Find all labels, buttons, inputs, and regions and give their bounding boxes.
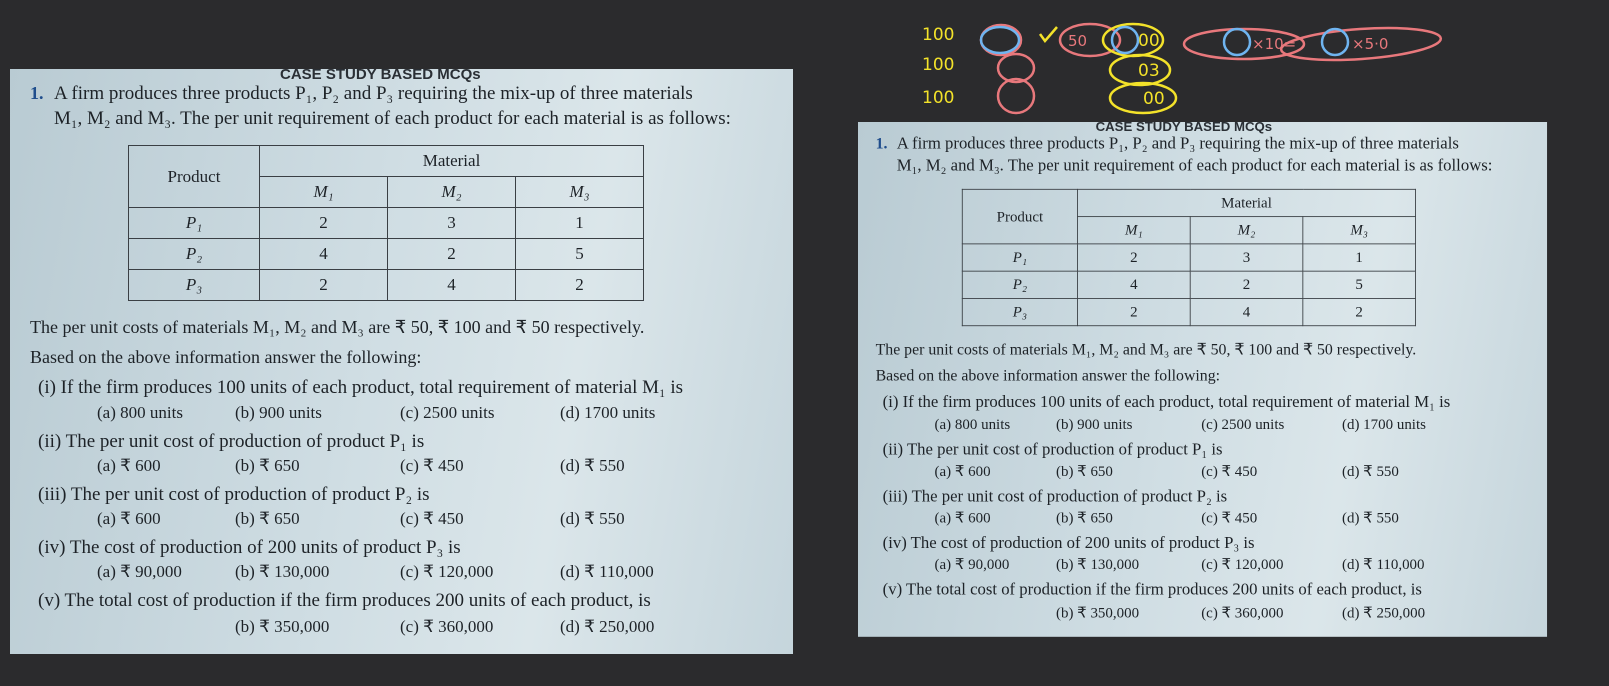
textbook-photo-left xyxy=(10,69,793,654)
question-text: (i) If the firm produces 100 units of each product, total requirement of material M₁ is xyxy=(882,393,1451,412)
value-cell: 2 xyxy=(516,270,644,301)
table-header-row xyxy=(962,189,1415,216)
answer-option: (b) ₹ 130,000 xyxy=(1056,555,1140,573)
value-cell: 4 xyxy=(388,270,516,301)
question-text: (ii) The per unit cost of production of product P₁ is xyxy=(882,440,1223,460)
answer-option: (c) 2500 units xyxy=(400,403,495,422)
answer-option: (a) ₹ 600 xyxy=(934,509,991,526)
value-cell: 2 xyxy=(1190,271,1303,298)
product-header: Product xyxy=(962,189,1077,244)
value-cell: 1 xyxy=(1303,244,1416,271)
answer-option: (b) 900 units xyxy=(235,403,322,422)
intro-line-1: A firm produces three products P₁, P₂ and P₃ requiring the mix-up of three materials xyxy=(54,83,693,104)
question-text: (v) The total cost of production if the firm produces 200 units of each product, is xyxy=(882,580,1422,599)
answer-option: (d) ₹ 550 xyxy=(560,509,625,528)
table-row xyxy=(129,208,644,239)
question-number: 1. xyxy=(30,83,44,103)
annotation-03: 03 xyxy=(1138,61,1160,81)
table-row xyxy=(962,271,1415,298)
product-header: Product xyxy=(129,146,260,208)
value-cell: 2 xyxy=(1078,298,1191,325)
value-cell: 1 xyxy=(516,208,644,239)
annotation-100-1: 100 xyxy=(922,25,955,45)
answer-option: (b) ₹ 650 xyxy=(1056,462,1113,480)
answer-option: (c) ₹ 450 xyxy=(400,509,464,528)
question-text: (iii) The per unit cost of production of product P₂ is xyxy=(38,484,430,505)
product-cell: P₃ xyxy=(962,298,1077,325)
value-cell: 5 xyxy=(1303,271,1416,298)
annotation-expr1: ×10= xyxy=(1252,35,1297,53)
material-col-header: M₂ xyxy=(1190,217,1303,244)
costs-text: The per unit costs of materials M₁, M₂ and M₃ are ₹ 50, ₹ 100 and ₹ 50 respectively. xyxy=(875,340,1417,358)
answer-option: (d) ₹ 250,000 xyxy=(1342,604,1426,621)
product-cell: P₁ xyxy=(129,208,260,239)
handwritten-annotations xyxy=(0,0,1609,130)
question-text: (iii) The per unit cost of production of product P₂ is xyxy=(882,487,1228,506)
product-cell: P₂ xyxy=(962,271,1077,298)
costs-text: The per unit costs of materials M₁, M₂ and M₃ are ₹ 50, ₹ 100 and ₹ 50 respectively. xyxy=(30,317,645,337)
value-cell: 3 xyxy=(388,208,516,239)
answer-option: (b) ₹ 650 xyxy=(1056,509,1113,526)
annotation-00b: 00 xyxy=(1143,89,1165,109)
material-col-header: M₃ xyxy=(1303,217,1416,244)
product-cell: P₂ xyxy=(129,239,260,270)
based-text: Based on the above information answer the following: xyxy=(30,347,422,367)
answer-option: (b) ₹ 650 xyxy=(235,509,300,528)
question-text: (i) If the firm produces 100 units of each product, total requirement of material M₁ is xyxy=(38,377,684,398)
value-cell: 2 xyxy=(260,208,388,239)
product-cell: P₃ xyxy=(129,270,260,301)
material-col-header: M₂ xyxy=(388,177,516,208)
answer-option: (c) ₹ 120,000 xyxy=(1201,555,1284,573)
answer-option: (d) 1700 units xyxy=(1342,415,1426,433)
value-cell: 2 xyxy=(260,270,388,301)
annotation-100-3: 100 xyxy=(922,88,955,108)
material-col-header: M₁ xyxy=(1078,217,1191,244)
annotation-100-2: 100 xyxy=(922,55,955,75)
answer-option: (c) ₹ 450 xyxy=(400,456,464,475)
answer-option: (d) ₹ 550 xyxy=(560,456,625,475)
intro-line-2: M₁, M₂ and M₃. The per unit requirement of each product for each material is as follows: xyxy=(896,156,1493,175)
answer-option: (b) ₹ 350,000 xyxy=(1056,604,1140,621)
material-header: Material xyxy=(260,146,644,177)
answer-option: (a) 800 units xyxy=(934,415,1011,433)
annotation-expr2: ×5·0 xyxy=(1352,35,1389,53)
section-title: CASE STUDY BASED MCQs xyxy=(1095,122,1273,135)
answer-option: (d) ₹ 550 xyxy=(1342,462,1399,480)
intro-line-2: M₁, M₂ and M₃. The per unit requirement of each product for each material is as follows: xyxy=(54,108,731,129)
value-cell: 2 xyxy=(1303,298,1416,325)
table-header-row xyxy=(129,146,644,177)
answer-option: (c) ₹ 450 xyxy=(1201,509,1258,526)
product-cell: P₁ xyxy=(962,244,1077,271)
material-col-header: M₃ xyxy=(516,177,644,208)
section-title: CASE STUDY BASED MCQs xyxy=(280,69,481,83)
answer-option: (b) ₹ 350,000 xyxy=(235,617,330,636)
value-cell: 4 xyxy=(260,239,388,270)
annotation-00a: 00 xyxy=(1138,31,1160,51)
question-number: 1. xyxy=(875,134,888,152)
answer-option: (a) 800 units xyxy=(97,403,183,422)
value-cell: 2 xyxy=(1078,244,1191,271)
answer-option: (b) 900 units xyxy=(1056,415,1133,433)
textbook-photo-right xyxy=(858,122,1547,637)
value-cell: 5 xyxy=(516,239,644,270)
value-cell: 2 xyxy=(388,239,516,270)
answer-option: (d) ₹ 110,000 xyxy=(560,562,654,581)
question-text: (ii) The per unit cost of production of product P₁ is xyxy=(38,431,425,452)
answer-option: (a) ₹ 90,000 xyxy=(97,562,182,581)
intro-line-1: A firm produces three products P₁, P₂ and P₃ requiring the mix-up of three materials xyxy=(896,134,1459,153)
answer-option: (c) ₹ 450 xyxy=(1201,462,1258,480)
answer-option: (b) ₹ 650 xyxy=(235,456,300,475)
answer-option: (c) ₹ 360,000 xyxy=(1201,604,1284,621)
material-table xyxy=(128,145,644,301)
answer-option: (a) ₹ 90,000 xyxy=(934,555,1010,573)
answer-option: (b) ₹ 130,000 xyxy=(235,562,330,581)
answer-option: (c) ₹ 120,000 xyxy=(400,562,494,581)
table-row xyxy=(962,298,1415,325)
question-text: (v) The total cost of production if the firm produces 200 units of each product, is xyxy=(38,590,651,611)
answer-option: (d) ₹ 250,000 xyxy=(560,617,655,636)
answer-option: (c) ₹ 360,000 xyxy=(400,617,494,636)
answer-option: (d) ₹ 110,000 xyxy=(1342,555,1425,573)
answer-option: (a) ₹ 600 xyxy=(97,456,161,475)
answer-option: (a) ₹ 600 xyxy=(934,462,991,480)
annotation-50: 50 xyxy=(1068,32,1088,50)
table-row xyxy=(129,270,644,301)
material-table xyxy=(962,189,1416,326)
answer-option: (a) ₹ 600 xyxy=(97,509,161,528)
question-text: (iv) The cost of production of 200 units of product P₃ is xyxy=(38,537,461,558)
material-col-header: M₁ xyxy=(260,177,388,208)
value-cell: 4 xyxy=(1078,271,1191,298)
answer-option: (d) ₹ 550 xyxy=(1342,509,1399,526)
table-row xyxy=(962,244,1415,271)
answer-option: (d) 1700 units xyxy=(560,403,656,422)
answer-option: (c) 2500 units xyxy=(1201,415,1285,433)
value-cell: 3 xyxy=(1190,244,1303,271)
value-cell: 4 xyxy=(1190,298,1303,325)
based-text: Based on the above information answer the following: xyxy=(875,366,1221,385)
material-header: Material xyxy=(1078,189,1416,216)
question-text: (iv) The cost of production of 200 units of product P₃ is xyxy=(882,533,1255,553)
table-row xyxy=(129,239,644,270)
